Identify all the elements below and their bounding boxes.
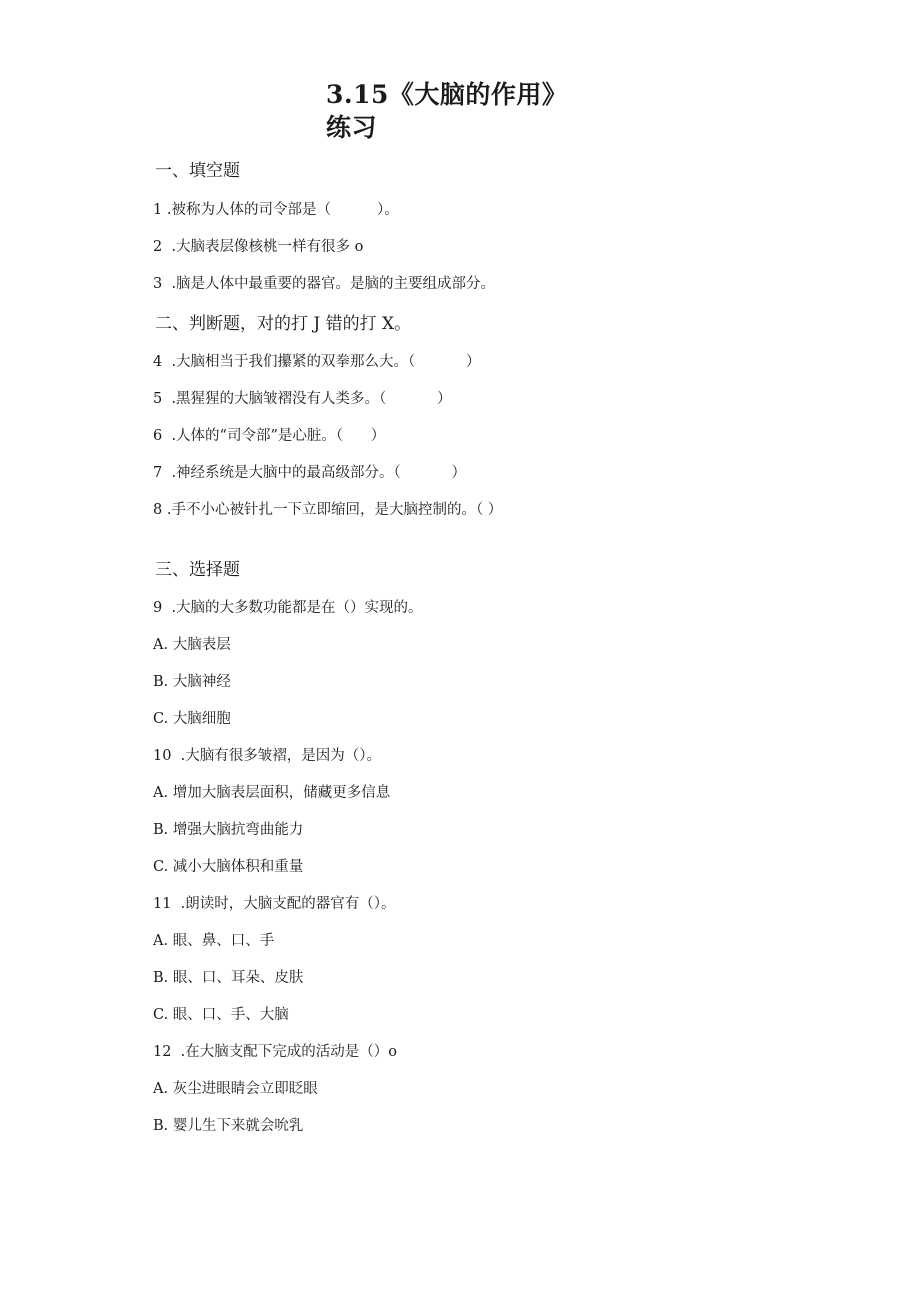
- option-10c: C. 减小大脑体积和重量: [153, 859, 304, 875]
- question-5: 5 .黑猩猩的大脑皱褶没有人类多。（ ）: [153, 391, 452, 407]
- question-1: 1 .被称为人体的司令部是（ ）。: [153, 202, 399, 218]
- section-true-false: 二、判断题，对的打 J 错的打 X。: [155, 314, 412, 334]
- option-11b: B. 眼、口、耳朵、皮肤: [153, 970, 304, 986]
- question-8: 8 .手不小心被针扎一下立即缩回，是大脑控制的。（ ）: [153, 502, 503, 518]
- question-4: 4 .大脑相当于我们攥紧的双拳那么大。（ ）: [153, 354, 481, 370]
- option-9b: B. 大脑神经: [153, 674, 231, 690]
- option-9c: C. 大脑细胞: [153, 711, 231, 727]
- option-11a: A. 眼、鼻、口、手: [153, 933, 275, 949]
- section-fill-in: 一、填空题: [155, 161, 240, 181]
- section-multiple-choice: 三、选择题: [155, 560, 240, 580]
- option-12b: B. 婴儿生下来就会吮乳: [153, 1118, 304, 1134]
- option-12a: A. 灰尘进眼睛会立即眨眼: [153, 1081, 318, 1097]
- question-7: 7 .神经系统是大脑中的最高级部分。（ ）: [153, 465, 467, 481]
- option-10a: A. 增加大脑表层面积，储藏更多信息: [153, 785, 391, 801]
- option-9a: A. 大脑表层: [153, 637, 231, 653]
- question-9: 9 .大脑的大多数功能都是在（）实现的。: [153, 600, 423, 616]
- option-10b: B. 增强大脑抗弯曲能力: [153, 822, 304, 838]
- question-12: 12 .在大脑支配下完成的活动是（）o: [153, 1044, 398, 1060]
- page-title: 3.15《大脑的作用》练习: [326, 80, 568, 142]
- question-6: 6 .人体的“司令部”是心脏。（ ）: [153, 428, 386, 444]
- question-11: 11 .朗读时，大脑支配的器官有（）。: [153, 896, 396, 912]
- question-2: 2 .大脑表层像核桃一样有很多 o: [153, 239, 364, 255]
- question-10: 10 .大脑有很多皱褶，是因为（）。: [153, 748, 382, 764]
- question-3: 3 .脑是人体中最重要的器官。是脑的主要组成部分。: [153, 276, 496, 292]
- option-11c: C. 眼、口、手、大脑: [153, 1007, 289, 1023]
